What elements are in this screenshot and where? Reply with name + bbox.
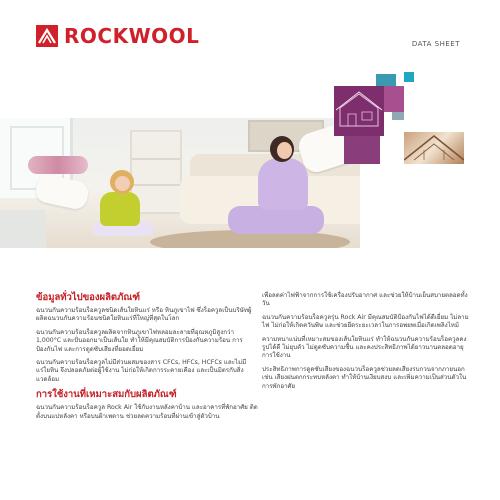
woman-face [277,142,292,159]
brand-name: ROCKWOOL [64,24,200,48]
document-type-label: DATA SHEET [411,40,460,48]
child-face [115,176,130,191]
paragraph: ฉนวนกันความร้อนร็อควูลไม่มีส่วนผสมของสาร CFCs, HFCs, HCFCs และไม่มีแร่ใยหิน จึงปลอดภัยต่อผู้ใช้งาน ไม่ก่อให้เกิดการระคายเคือง และเป็นมิตรกับสิ่งแวดล้อม [36,359,247,383]
section-heading: การใช้งานที่เหมาะสมกับผลิตภัณฑ์ [36,389,177,401]
flower-plant [28,156,88,174]
decor-square [344,136,380,164]
right-column [262,292,470,396]
woman [258,158,308,210]
decor-square [392,112,404,120]
paragraph: เพื่อลดค่าไฟฟ้าจากการใช้เครื่องปรับอากาศ และช่วยให้บ้านเย็นสบายตลอดทั้งวัน [262,292,468,308]
rockwool-logo [36,24,199,48]
roof-interior-photo [404,132,464,164]
child-pillow [34,173,91,211]
paragraph: ความหนาแน่นที่เหมาะสมของเส้นใยหินแร่ ทำให้ฉนวนกันความร้อนร็อควูลคงรูปได้ดี ไม่ยุบตัว ไม่ดูดซับความชื้น และคงประสิทธิภาพได้ยาวนานตลอดอายุการใช้งาน [262,335,467,360]
left-column [36,292,258,426]
paragraph: ฉนวนกันความร้อนร็อควูลชนิดเส้นใยหินแร่ หรือ หินภูเขาไฟ ซึ่งร็อควูลเป็นบริษัทผู้ผลิตฉนวนกันความร้อนชนิดใยหินแร่ที่ใหญ่ที่สุดในโลก [36,307,252,323]
decor-square [384,86,404,112]
house-sketch-tile [334,86,384,136]
paragraph: ประสิทธิภาพการดูดซับเสียงของฉนวนร็อควูลช่วยลดเสียงรบกวนจากภายนอก เช่น เสียงฝนตกกระทบหลังคา ทำให้บ้านเงียบสงบ และเพิ่มความเป็นส่วนตัวในการพักอาศัย [262,365,467,390]
paragraph: ฉนวนกันความร้อนร็อควูลรุ่น Rock Air มีคุณสมบัติป้องกันไฟได้ดีเยี่ยม ไม่ลามไฟ ไม่ก่อให้เกิดควันพิษ และช่วยยืดระยะเวลาในการอพยพเมื่อเกิดเพลิงไหม้ [262,313,469,330]
woman-legs [228,206,324,234]
paragraph: ฉนวนกันความร้อนร็อควูลผลิตจากหินภูเขาไฟหลอมละลายที่อุณหภูมิสูงกว่า 1,000°C และปั่นออกมาเป็นเส้นใย ทำให้มีคุณสมบัติการป้องกันความร้อน การป้องกันไฟ และการดูดซับเสียงที่ยอดเยี่ยม [36,328,243,353]
section-heading: ข้อมูลทั่วไปของผลิตภัณฑ์ [36,292,141,303]
side-cabinet [0,210,46,248]
child [100,192,140,226]
paragraph: ฉนวนกันความร้อนร็อควูล Rock Air ใช้กับงานหลังคาบ้าน และอาคารที่พักอาศัย ติดตั้งบนแปหลังคา หรือบนฝ้าเพดาน ช่วยลดความร้อนที่ผ่านเข้าสู่ตัวบ้าน [36,404,258,420]
decor-square [404,72,414,82]
logo-mark-icon [36,25,58,47]
hero-photo [0,118,360,248]
